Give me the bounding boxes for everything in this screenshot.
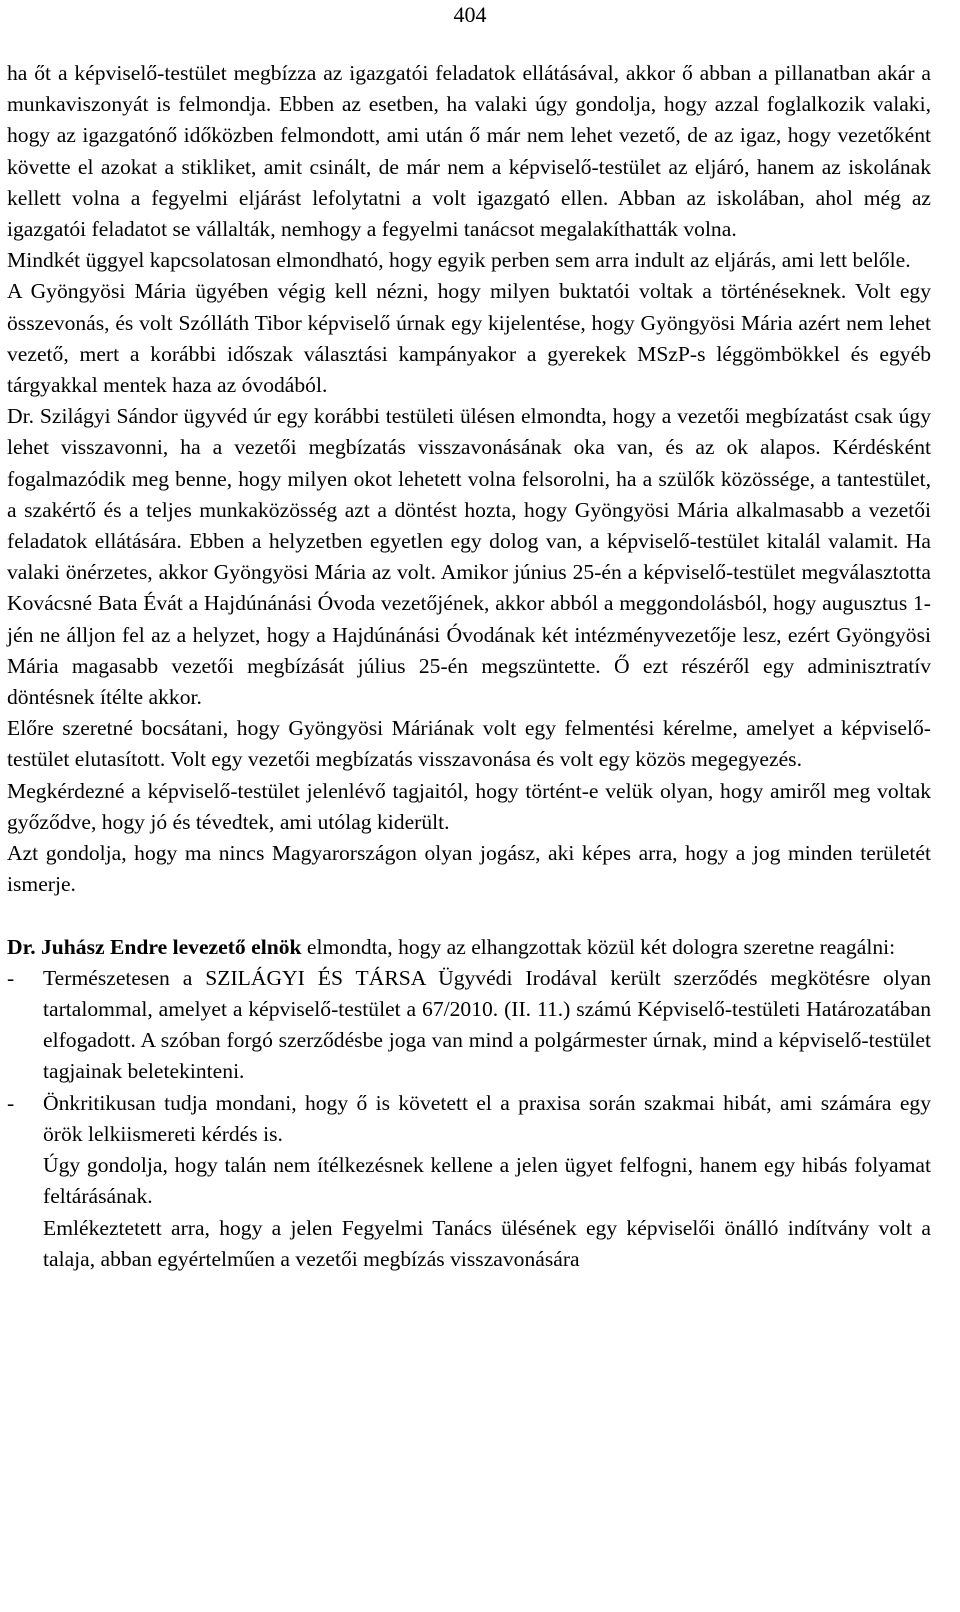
paragraph: ha őt a képviselő-testület megbízza az igazgatói feladatok ellátásával, akkor ő abban a pillanatban akár a munkaviszonyát is felmondja. Ebben az esetben, ha valaki úgy gondolja, hogy azzal foglalkozik valaki, hogy az igazgatónő időközben felmondott, ami után ő már nem lehet vezető, de az igaz, hogy vezetőként követte el azokat a stikliket, amit csinált, de már nem a képviselő-testület az eljáró, hanem az iskolának kellett volna a fegyelmi eljárást lefolytatni a volt igazgató ellen. Abban az iskolában, ahol még az igazgatói feladatot se vállalták, nemhogy a fegyelmi tanácsot megalakíthatták volna. xyxy=(7,61,931,242)
speaker-paragraph xyxy=(7,932,931,963)
indented-paragraph: Úgy gondolja, hogy talán nem ítélkezésnek kellene a jelen ügyet felfogni, hanem egy hibás folyamat feltárásának. xyxy=(43,1153,931,1209)
list-item-text: Önkritikusan tudja mondani, hogy ő is követett el a praxisa során szakmai hibát, ami számára egy örök lelkiismereti kérdés is. xyxy=(43,1090,931,1146)
bullet-marker: - xyxy=(7,1090,15,1115)
paragraph: A Gyöngyösi Mária ügyében végig kell nézni, hogy milyen buktatói voltak a történéseknek. Volt egy összevonás, és volt Szólláth Tibor képviselő úrnak egy kijelentése, hogy Gyöngyösi Mária azért nem lehet vezető, mert a korábbi időszak választási kampányakor a gyerekek MSzP-s léggömbökkel és egyéb tárgyakkal mentek haza az óvodából. xyxy=(7,279,931,398)
document-body xyxy=(7,58,931,1275)
bullet-marker: - xyxy=(7,965,15,990)
paragraph: Azt gondolja, hogy ma nincs Magyarországon olyan jogász, aki képes arra, hogy a jog minden területét ismerje. xyxy=(7,841,931,897)
list-item xyxy=(7,1088,931,1150)
list-item xyxy=(7,963,931,1088)
speaker-name: Dr. Juhász Endre levezető elnök xyxy=(7,934,302,959)
paragraph: Előre szeretné bocsátani, hogy Gyöngyösi Máriának volt egy felmentési kérelme, amelyet a képviselő-testület elutasított. Volt egy vezetői megbízatás visszavonása és volt egy közös megegyezés. xyxy=(7,716,931,772)
paragraph: Mindkét üggyel kapcsolatosan elmondható, hogy egyik perben sem arra indult az eljárás, ami lett belőle. xyxy=(7,248,911,273)
paragraph-spacer xyxy=(7,900,931,931)
speaker-intro: elmondta, hogy az elhangzottak közül két dologra szeretne reagálni: xyxy=(301,934,896,959)
page-number: 404 xyxy=(453,2,487,27)
indented-paragraph: Emlékeztetett arra, hogy a jelen Fegyelmi Tanács ülésének egy képviselői önálló indítvány volt a talaja, abban egyértelműen a vezetői megbízás visszavonására xyxy=(43,1215,931,1271)
paragraph: Megkérdezné a képviselő-testület jelenlévő tagjaitól, hogy történt-e velük olyan, hogy amiről meg voltak győződve, hogy jó és tévedtek, ami utólag kiderült. xyxy=(7,778,931,834)
list-item-text: Természetesen a SZILÁGYI ÉS TÁRSA Ügyvédi Irodával került szerződés megkötésre olyan tartalommal, amelyet a képviselő-testület a 67/2010. (II. 11.) számú Képviselő-testületi Határozatában elfogadott. A szóban forgó szerződésbe joga van mind a polgármester úrnak, mind a képviselő-testület tagjainak beletekinteni. xyxy=(43,965,931,1084)
paragraph: Dr. Szilágyi Sándor ügyvéd úr egy korábbi testületi ülésen elmondta, hogy a vezetői megbízatást csak úgy lehet visszavonni, ha a vezetői megbízatás visszavonásának oka van, és az ok alapos. Kérdésként fogalmazódik meg benne, hogy milyen okot lehetett volna felsorolni, ha a szülők közössége, a tantestület, a szakértő és a teljes munkaközösség azt a döntést hozta, hogy Gyöngyösi Mária alkalmasabb a vezetői feladatok ellátására. Ebben a helyzetben egyetlen egy dolog van, a képviselő-testület kitalál valamit. Ha valaki önérzetes, akkor Gyöngyösi Mária az volt. Amikor június 25-én a képviselő-testület megválasztotta Kovácsné Bata Évát a Hajdúnánási Óvoda vezetőjének, akkor abból a meggondolásból, hogy augusztus 1-jén ne álljon fel az a helyzet, hogy a Hajdúnánási Óvodának két intézményvezetője lesz, ezért Gyöngyösi Mária magasabb vezetői megbízását július 25-én megszüntette. Ő ezt részéről egy adminisztratív döntésnek ítélte akkor. xyxy=(7,404,931,710)
